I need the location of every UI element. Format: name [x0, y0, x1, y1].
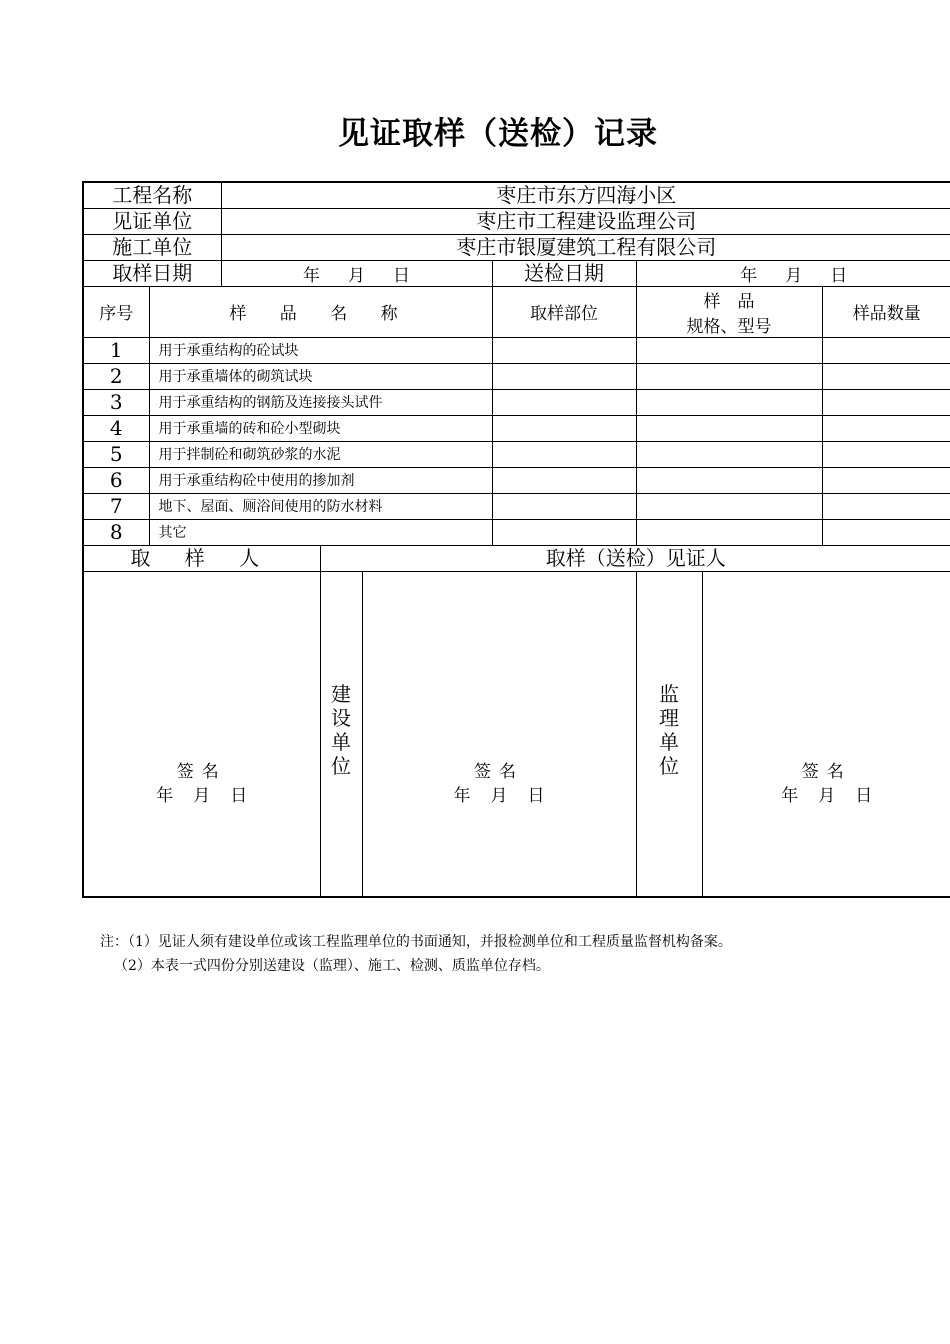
sign-year: 年 [156, 785, 174, 806]
date-month: 月 [348, 265, 365, 286]
row-spec-cell[interactable] [636, 441, 822, 467]
row-number: 2 [83, 363, 149, 389]
date-day: 日 [830, 265, 848, 286]
row-spec-cell[interactable] [636, 337, 822, 363]
row-number: 4 [83, 415, 149, 441]
sign-label: 签名 [474, 761, 524, 782]
column-spec-line2: 规格、型号 [686, 316, 772, 337]
sampler-header: 取 样 人 [83, 545, 320, 571]
column-quantity: 样品数量 [822, 286, 950, 337]
row-location-cell[interactable] [492, 363, 636, 389]
sign-month: 月 [490, 785, 508, 806]
row-quantity-cell[interactable] [822, 389, 950, 415]
row-quantity-cell[interactable] [822, 519, 950, 545]
table-row [83, 389, 950, 415]
table-row [83, 337, 950, 363]
inspection-date-label: 送检日期 [492, 260, 636, 286]
row-spec-cell[interactable] [636, 493, 822, 519]
row-number: 7 [83, 493, 149, 519]
row-spec-cell[interactable] [636, 389, 822, 415]
row-sample-name: 用于承重墙的砖和砼小型砌块 [149, 415, 492, 441]
date-day: 日 [393, 265, 410, 286]
sampling-date-label: 取样日期 [83, 260, 221, 286]
sign-day: 日 [855, 785, 873, 806]
row-number: 1 [83, 337, 149, 363]
row-sample-name: 用于承重结构的砼试块 [149, 337, 492, 363]
table-row [83, 467, 950, 493]
row-location-cell[interactable] [492, 493, 636, 519]
row-quantity-cell[interactable] [822, 493, 950, 519]
table-row [83, 441, 950, 467]
row-number: 8 [83, 519, 149, 545]
row-sample-name: 用于承重结构砼中使用的掺加剂 [149, 467, 492, 493]
row-sample-name: 其它 [149, 519, 492, 545]
sampling-date-value[interactable] [221, 260, 492, 286]
row-sample-name: 用于承重墙体的砌筑试块 [149, 363, 492, 389]
builder-unit-label-cell [320, 571, 362, 897]
sampling-record-table [82, 181, 950, 898]
sign-year: 年 [781, 785, 799, 806]
sign-day: 日 [230, 785, 248, 806]
builder-signature-cell[interactable] [362, 571, 636, 897]
inspection-date-value[interactable] [636, 260, 950, 286]
witness-unit-label: 见证单位 [83, 208, 221, 234]
project-name-label: 工程名称 [83, 182, 221, 208]
row-location-cell[interactable] [492, 389, 636, 415]
supervision-signature-cell[interactable] [702, 571, 950, 897]
row-quantity-cell[interactable] [822, 441, 950, 467]
row-quantity-cell[interactable] [822, 363, 950, 389]
page-title: 见证取样（送检）记录 [338, 116, 658, 152]
row-location-cell[interactable] [492, 337, 636, 363]
sign-year: 年 [453, 785, 471, 806]
row-number: 5 [83, 441, 149, 467]
note-line-1: 注：（1）见证人须有建设单位或该工程监理单位的书面通知，并报检测单位和工程质量监督机构备案。 [100, 934, 732, 950]
row-location-cell[interactable] [492, 519, 636, 545]
construction-unit-value[interactable]: 枣庄市银厦建筑工程有限公司 [221, 234, 950, 260]
row-sample-name: 地下、屋面、厕浴间使用的防水材料 [149, 493, 492, 519]
witness-header: 取样（送检）见证人 [320, 545, 950, 571]
row-location-cell[interactable] [492, 415, 636, 441]
row-sample-name: 用于拌制砼和砌筑砂浆的水泥 [149, 441, 492, 467]
row-spec-cell[interactable] [636, 467, 822, 493]
table-row [83, 519, 950, 545]
sign-month: 月 [818, 785, 836, 806]
supervision-unit-label-cell [636, 571, 702, 897]
column-sample-name: 样 品 名 称 [149, 286, 492, 337]
column-spec-line1: 样 品 [703, 291, 755, 312]
row-number: 6 [83, 467, 149, 493]
supervision-unit-label: 监理单位 [659, 681, 679, 778]
row-number: 3 [83, 389, 149, 415]
builder-unit-label: 建设单位 [331, 681, 351, 778]
witness-unit-value[interactable]: 枣庄市工程建设监理公司 [221, 208, 950, 234]
note-line-2: （2）本表一式四份分别送建设（监理）、施工、检测、质监单位存档。 [114, 958, 550, 974]
row-quantity-cell[interactable] [822, 337, 950, 363]
column-location: 取样部位 [492, 286, 636, 337]
sign-day: 日 [527, 785, 545, 806]
notes [100, 930, 732, 978]
row-quantity-cell[interactable] [822, 415, 950, 441]
column-seq: 序号 [83, 286, 149, 337]
date-month: 月 [785, 265, 803, 286]
date-year: 年 [740, 265, 758, 286]
sign-label: 签名 [801, 761, 852, 782]
row-spec-cell[interactable] [636, 415, 822, 441]
construction-unit-label: 施工单位 [83, 234, 221, 260]
sign-label: 签名 [176, 761, 227, 782]
column-spec [636, 286, 822, 337]
sampler-signature-cell[interactable] [83, 571, 320, 897]
date-year: 年 [303, 265, 320, 286]
row-location-cell[interactable] [492, 441, 636, 467]
row-quantity-cell[interactable] [822, 467, 950, 493]
table-row [83, 493, 950, 519]
project-name-value[interactable]: 枣庄市东方四海小区 [221, 182, 950, 208]
sign-month: 月 [193, 785, 211, 806]
table-row [83, 415, 950, 441]
row-location-cell[interactable] [492, 467, 636, 493]
row-spec-cell[interactable] [636, 363, 822, 389]
row-spec-cell[interactable] [636, 519, 822, 545]
row-sample-name: 用于承重结构的钢筋及连接接头试件 [149, 389, 492, 415]
table-row [83, 363, 950, 389]
